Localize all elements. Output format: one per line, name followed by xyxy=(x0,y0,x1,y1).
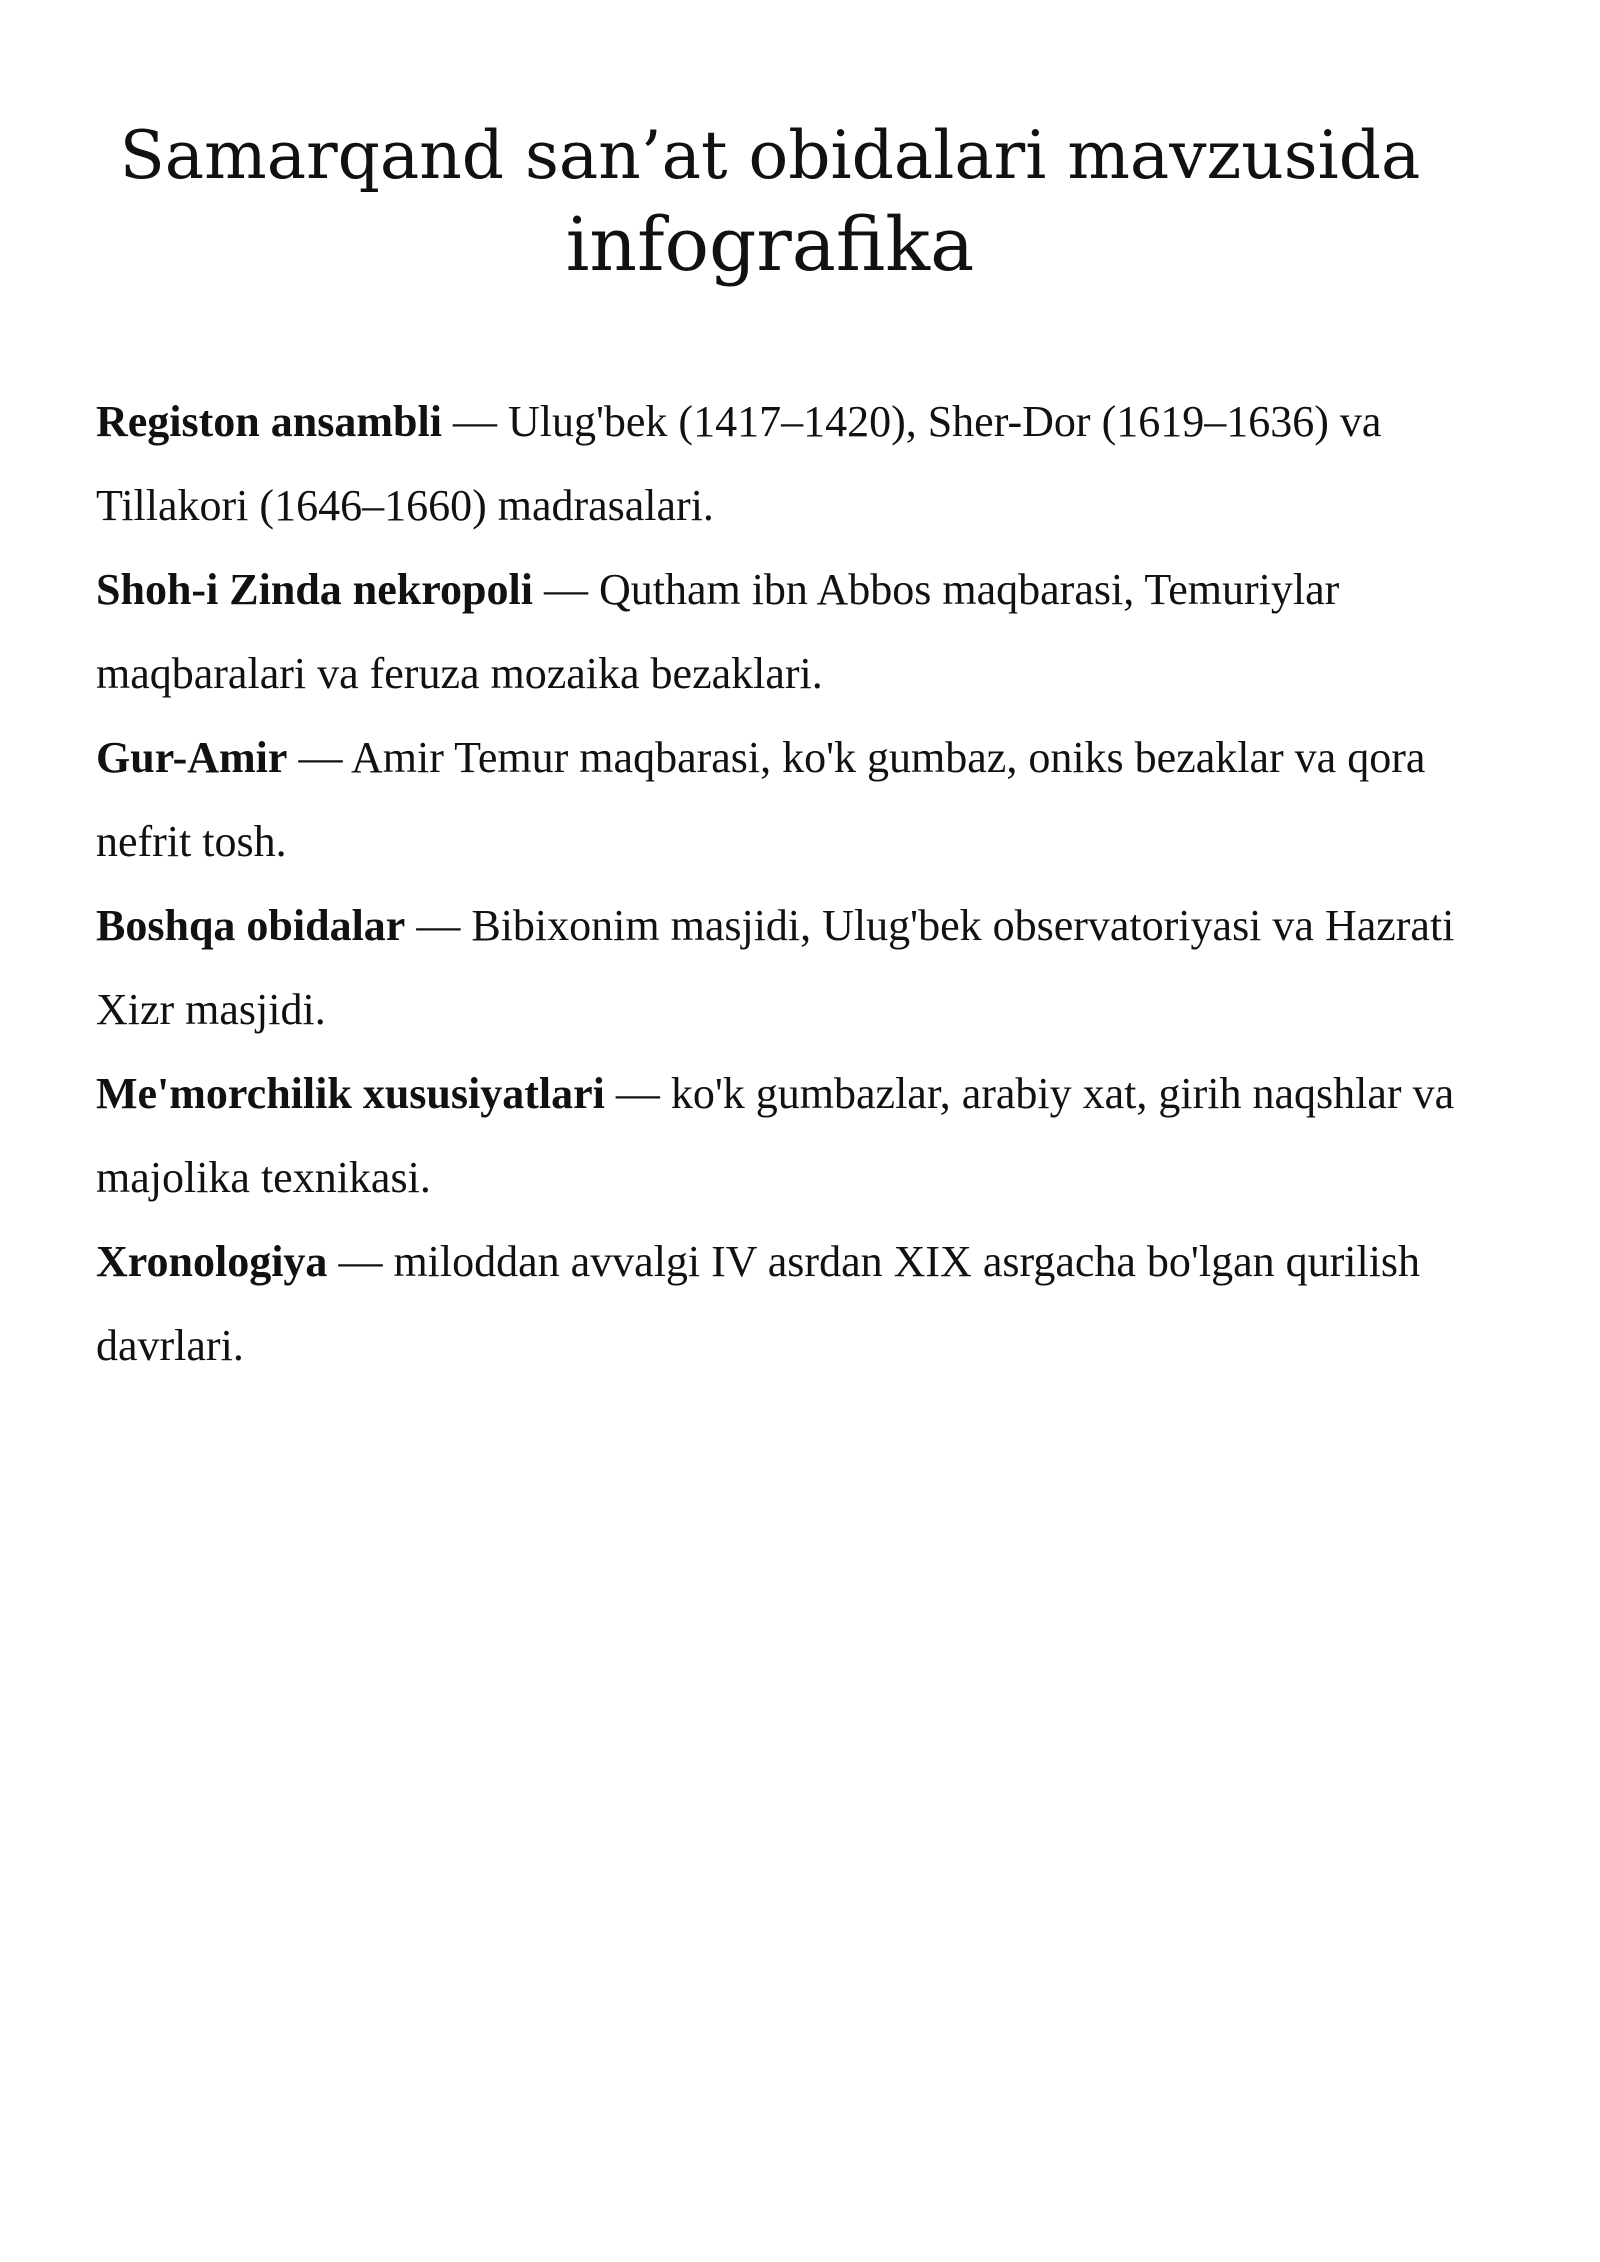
entry-text: Amir Temur maqbarasi, ko'k gumbaz, oniks bezaklar va qora nefrit tosh. xyxy=(96,733,1426,866)
entry-text: Bibixonim masjidi, Ulug'bek observatoriyasi va Hazrati Xizr masjidi. xyxy=(96,901,1455,1034)
entry-registon xyxy=(96,380,1476,548)
entry-separator: — xyxy=(405,901,472,950)
title-line-1: Samarqand san’at obidalari mavzusida xyxy=(119,117,1421,194)
entry-memorchilik xyxy=(96,1052,1476,1220)
entry-shoh-i-zinda xyxy=(96,548,1476,716)
entry-separator: — xyxy=(604,1069,671,1118)
entry-term: Me'morchilik xususiyatlari xyxy=(96,1069,605,1118)
entry-separator: — xyxy=(327,1237,394,1286)
entry-term: Xronologiya xyxy=(96,1237,328,1286)
entry-separator: — xyxy=(441,397,508,446)
entry-text: miloddan avvalgi IV asrdan XIX asrgacha bo'lgan qurilish davrlari. xyxy=(96,1237,1421,1370)
entry-term: Shoh-i Zinda nekropoli xyxy=(96,565,533,614)
entry-term: Gur-Amir xyxy=(96,733,288,782)
entry-text: Qutham ibn Abbos maqbarasi, Temuriylar maqbaralari va feruza mozaika bezaklari. xyxy=(96,565,1340,698)
entry-text: Ulug'bek (1417–1420), Sher-Dor (1619–1636) va Tillakori (1646–1660) madrasalari. xyxy=(96,397,1382,530)
entry-boshqa-obidalar xyxy=(96,884,1476,1052)
entry-separator: — xyxy=(287,733,352,782)
entry-xronologiya xyxy=(96,1220,1476,1388)
title-line-2: infografika xyxy=(565,202,975,288)
document-title xyxy=(0,112,1540,290)
entry-separator: — xyxy=(532,565,599,614)
entry-term: Registon ansambli xyxy=(96,397,442,446)
entry-text: ko'k gumbazlar, arabiy xat, girih naqshlar va majolika texnikasi. xyxy=(96,1069,1455,1202)
entry-gur-amir xyxy=(96,716,1476,884)
entry-list xyxy=(96,380,1476,1388)
entry-term: Boshqa obidalar xyxy=(96,901,406,950)
